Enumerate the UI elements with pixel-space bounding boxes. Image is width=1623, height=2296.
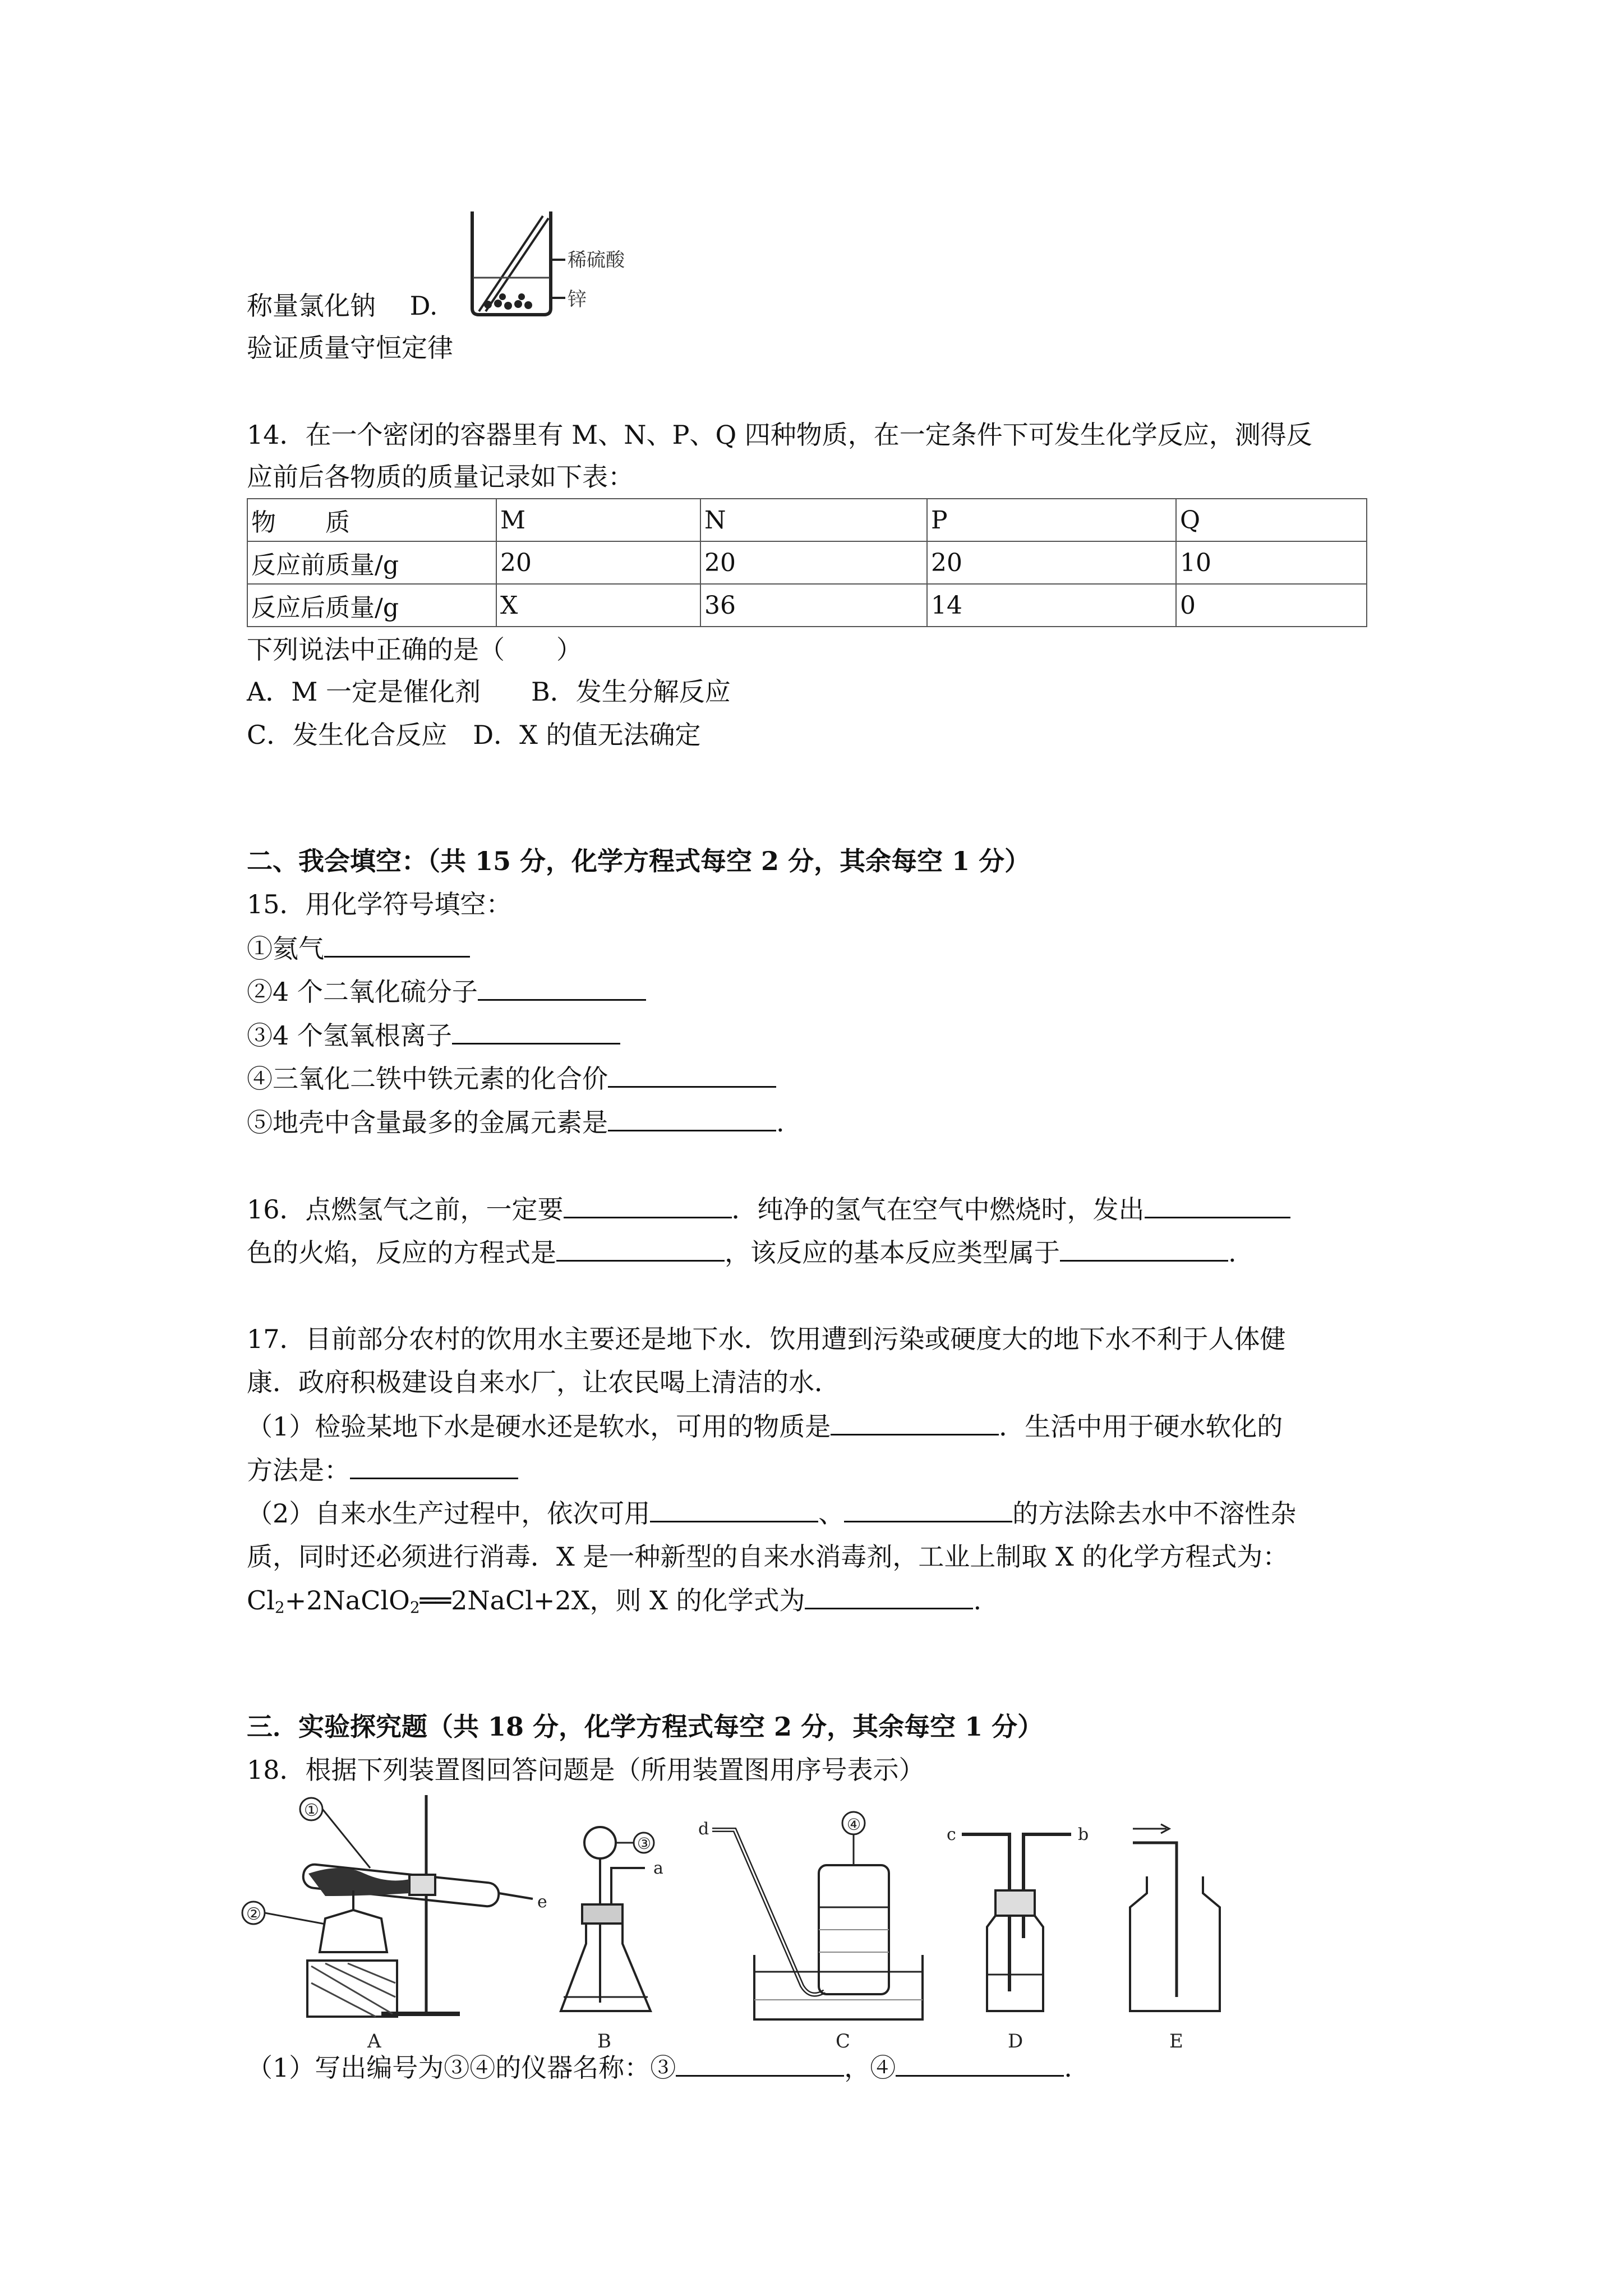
q17-line7 bbox=[247, 1583, 981, 1625]
marker-1: ① bbox=[304, 1801, 319, 1820]
answer-blank[interactable] bbox=[844, 1496, 1012, 1522]
answer-blank[interactable] bbox=[676, 2050, 844, 2077]
q17-text: 方法是： bbox=[247, 1455, 350, 1485]
table-header-cell: P bbox=[927, 499, 1176, 541]
q14-stem-line1: 14．在一个密闭的容器里有 M、N、P、Q 四种物质，在一定条件下可发生化学反应，测得反 bbox=[247, 420, 1312, 450]
q13-option-c-tail: 称量氯化钠 bbox=[247, 291, 376, 321]
answer-blank[interactable] bbox=[350, 1453, 518, 1479]
answer-blank[interactable] bbox=[564, 1192, 732, 1218]
q18-stem: 18．根据下列装置图回答问题是（所用装置图用序号表示） bbox=[247, 1755, 925, 1785]
answer-blank[interactable] bbox=[831, 1409, 999, 1435]
q17-text: ．生活中用于硬水软化的 bbox=[999, 1411, 1283, 1442]
apparatus-e bbox=[1130, 1824, 1220, 2053]
apparatus-b bbox=[561, 1827, 663, 2053]
q18-text: ，④ bbox=[844, 2053, 896, 2083]
table-cell: 14 bbox=[927, 584, 1176, 627]
answer-blank[interactable] bbox=[650, 1496, 818, 1522]
q14-options-ab bbox=[247, 675, 731, 708]
apparatus-label-c: C bbox=[836, 2030, 851, 2053]
q13-option-c-d-line bbox=[247, 289, 438, 323]
q15-item bbox=[247, 1105, 785, 1139]
q14-stem-line2: 应前后各物质的质量记录如下表： bbox=[247, 462, 634, 492]
q17-text: 的方法除去水中不溶性杂 bbox=[1012, 1498, 1297, 1529]
table-cell: 0 bbox=[1176, 584, 1367, 627]
equation-text: +2NaClO bbox=[284, 1585, 410, 1616]
q15-item bbox=[247, 974, 646, 1009]
q14-options-cd bbox=[247, 718, 700, 752]
q16-line2 bbox=[247, 1235, 1237, 1269]
section3-title: 三．实验探究题（共 18 分，化学方程式每空 2 分，其余每空 1 分） bbox=[247, 1711, 1044, 1742]
equation-text: ══2NaCl+2X，则 X 的化学式为 bbox=[419, 1585, 805, 1616]
q16-text: 16．点燃氢气之前，一定要 bbox=[247, 1194, 564, 1225]
marker-a: a bbox=[653, 1858, 663, 1878]
table-cell: 20 bbox=[700, 541, 927, 584]
table-row bbox=[247, 584, 1367, 627]
q14-option-d: D．X 的值无法确定 bbox=[473, 720, 701, 750]
q18-text: . bbox=[1064, 2053, 1072, 2083]
marker-2: ② bbox=[246, 1904, 261, 1924]
q17-line5 bbox=[247, 1496, 1296, 1530]
q13-option-d-text: 验证质量守恒定律 bbox=[247, 333, 453, 363]
answer-blank[interactable] bbox=[478, 974, 646, 1001]
apparatus-label-e: E bbox=[1169, 2030, 1183, 2053]
q17-line6: 质，同时还必须进行消毒．X 是一种新型的自来水消毒剂，工业上制取 X 的化学方程式为： bbox=[247, 1542, 1289, 1572]
marker-c: c bbox=[947, 1825, 956, 1844]
section2-title: 二、我会填空：（共 15 分，化学方程式每空 2 分，其余每空 1 分） bbox=[247, 846, 1031, 876]
table-cell: X bbox=[496, 584, 700, 627]
table-header-cell: 物 质 bbox=[247, 499, 496, 541]
q15-item-label: ⑤地壳中含量最多的金属元素是 bbox=[247, 1107, 608, 1138]
equation-subscript: 2 bbox=[409, 1598, 420, 1617]
q17-text: （2）自来水生产过程中，依次可用 bbox=[247, 1498, 651, 1529]
equation-subscript: 2 bbox=[274, 1598, 285, 1617]
q15-item-label: ①氦气 bbox=[247, 933, 324, 964]
q17-line2: 康．政府积极建设自来水厂，让农民喝上清洁的水． bbox=[247, 1367, 840, 1397]
q13-option-d-prefix: D. bbox=[409, 291, 438, 321]
q18-text: （1）写出编号为③④的仪器名称：③ bbox=[247, 2053, 676, 2083]
beaker-zinc-acid-figure bbox=[465, 205, 651, 323]
q15-item-label: ②4 个二氧化硫分子 bbox=[247, 977, 478, 1007]
table-cell: 20 bbox=[496, 541, 700, 584]
q17-text: . bbox=[973, 1585, 982, 1616]
table-row bbox=[247, 541, 1367, 584]
q14-question: 下列说法中正确的是（ ） bbox=[247, 634, 582, 665]
q15-item-label: ④三氧化二铁中铁元素的化合价 bbox=[247, 1064, 608, 1094]
marker-d: d bbox=[698, 1819, 709, 1839]
answer-blank[interactable] bbox=[805, 1583, 973, 1609]
table-cell: 10 bbox=[1176, 541, 1367, 584]
lab-apparatus-figure bbox=[241, 1789, 1295, 2053]
q14-option-c: C．发生化合反应 bbox=[247, 720, 448, 750]
label-dilute-sulfuric-acid: 稀硫酸 bbox=[568, 249, 625, 272]
q17-text: （1）检验某地下水是硬水还是软水，可用的物质是 bbox=[247, 1411, 831, 1442]
answer-blank[interactable] bbox=[1060, 1235, 1228, 1262]
table-header-cell: Q bbox=[1176, 499, 1367, 541]
label-zinc: 锌 bbox=[568, 288, 587, 311]
answer-blank[interactable] bbox=[324, 931, 470, 958]
answer-blank[interactable] bbox=[1145, 1192, 1290, 1218]
table-cell: 36 bbox=[700, 584, 927, 627]
apparatus-label-d: D bbox=[1008, 2030, 1023, 2053]
table-cell: 反应前质量/g bbox=[247, 541, 496, 584]
table-header-cell: N bbox=[700, 499, 927, 541]
answer-blank[interactable] bbox=[608, 1105, 776, 1131]
q17-text: 、 bbox=[818, 1498, 845, 1529]
answer-blank[interactable] bbox=[608, 1061, 776, 1088]
apparatus-d bbox=[947, 1825, 1089, 2053]
mass-table bbox=[247, 498, 1367, 627]
apparatus-label-a: A bbox=[367, 2030, 381, 2053]
q14-option-a: A．M 一定是催化剂 bbox=[247, 677, 481, 707]
apparatus-c bbox=[698, 1812, 923, 2053]
q15-item-label: ③4 个氢氧根离子 bbox=[247, 1020, 452, 1051]
q15-item bbox=[247, 1018, 620, 1052]
q15-item bbox=[247, 1061, 776, 1096]
table-cell: 20 bbox=[927, 541, 1176, 584]
marker-b: b bbox=[1078, 1825, 1089, 1844]
table-header-row bbox=[247, 499, 1367, 541]
table-header-cell: M bbox=[496, 499, 700, 541]
apparatus-label-b: B bbox=[597, 2030, 611, 2053]
q14-option-b: B．发生分解反应 bbox=[531, 677, 731, 707]
q15-stem: 15．用化学符号填空： bbox=[247, 889, 512, 919]
q17-line1: 17．目前部分农村的饮用水主要还是地下水．饮用遭到污染或硬度大的地下水不利于人体健 bbox=[247, 1324, 1286, 1354]
marker-e: e bbox=[537, 1892, 547, 1912]
q17-line4 bbox=[247, 1453, 518, 1487]
q15-end: . bbox=[776, 1107, 785, 1138]
q18-sub1 bbox=[247, 2050, 1072, 2085]
answer-blank[interactable] bbox=[556, 1235, 725, 1262]
marker-3: ③ bbox=[637, 1834, 652, 1853]
q16-text: 色的火焰，反应的方程式是 bbox=[247, 1237, 556, 1268]
answer-blank[interactable] bbox=[896, 2050, 1064, 2077]
equation-text: Cl bbox=[247, 1585, 275, 1616]
q16-line1 bbox=[247, 1192, 1290, 1226]
q16-text: ．纯净的氢气在空气中燃烧时，发出 bbox=[731, 1194, 1145, 1225]
table-cell: 反应后质量/g bbox=[247, 584, 496, 627]
q16-text: ，该反应的基本反应类型属于 bbox=[725, 1237, 1060, 1268]
q16-text: . bbox=[1228, 1237, 1237, 1268]
apparatus-a bbox=[242, 1795, 547, 2053]
q15-item bbox=[247, 931, 470, 965]
marker-4: ④ bbox=[847, 1815, 861, 1834]
q17-line3 bbox=[247, 1409, 1283, 1443]
answer-blank[interactable] bbox=[452, 1018, 620, 1045]
